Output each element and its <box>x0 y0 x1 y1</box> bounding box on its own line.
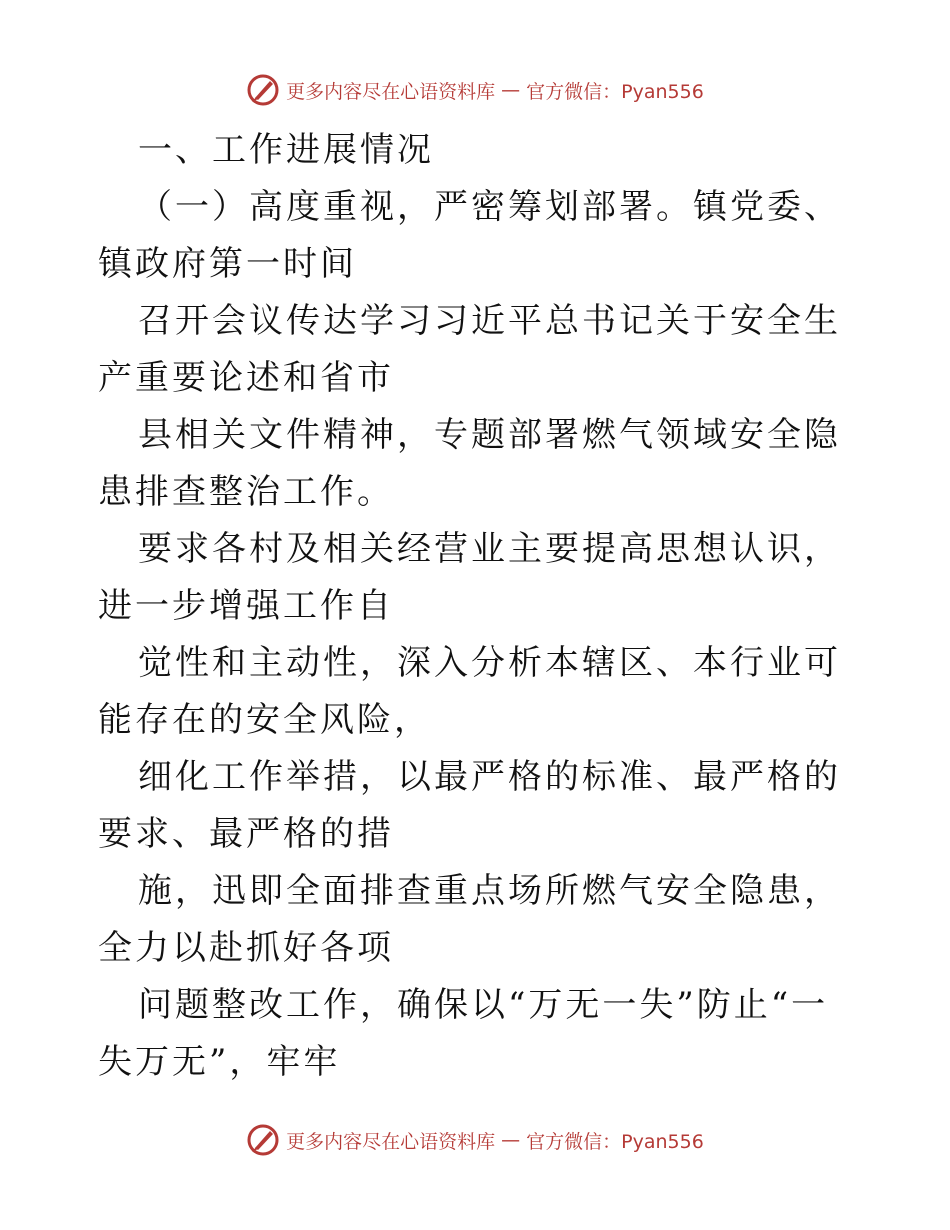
paragraph: 要求各村及相关经营业主要提高思想认识，进一步增强工作自 <box>98 529 841 626</box>
watermark-dash: — <box>501 79 521 101</box>
paragraph: 问题整改工作，确保以“万无一失”防止“一失万无”，牢牢 <box>98 985 829 1082</box>
watermark-brand-text: 更多内容尽在心语资料库 <box>286 1130 496 1153</box>
paragraph: （一）高度重视，严密筹划部署。镇党委、镇政府第一时间 <box>98 187 841 284</box>
watermark-contact-text: 官方微信：Pyan556 <box>526 1130 704 1153</box>
section-heading: 一、工作进展情况 <box>138 130 434 170</box>
quill-pen-circle-icon <box>246 73 280 107</box>
document-body <box>98 122 858 1091</box>
paragraph: 觉性和主动性，深入分析本辖区、本行业可能存在的安全风险， <box>98 643 841 740</box>
paragraph: 施，迅即全面排查重点场所燃气安全隐患，全力以赴抓好各项 <box>98 871 841 968</box>
watermark-dash: — <box>501 1129 521 1151</box>
footer-watermark <box>0 1120 950 1160</box>
watermark-contact-text: 官方微信：Pyan556 <box>526 80 704 103</box>
header-watermark <box>0 70 950 110</box>
paragraph: 召开会议传达学习习近平总书记关于安全生产重要论述和省市 <box>98 301 841 398</box>
paragraph: 细化工作举措，以最严格的标准、最严格的要求、最严格的措 <box>98 757 841 854</box>
quill-pen-circle-icon <box>246 1123 280 1157</box>
paragraph: 县相关文件精神，专题部署燃气领域安全隐患排查整治工作。 <box>98 415 841 512</box>
watermark-brand-text: 更多内容尽在心语资料库 <box>286 80 496 103</box>
